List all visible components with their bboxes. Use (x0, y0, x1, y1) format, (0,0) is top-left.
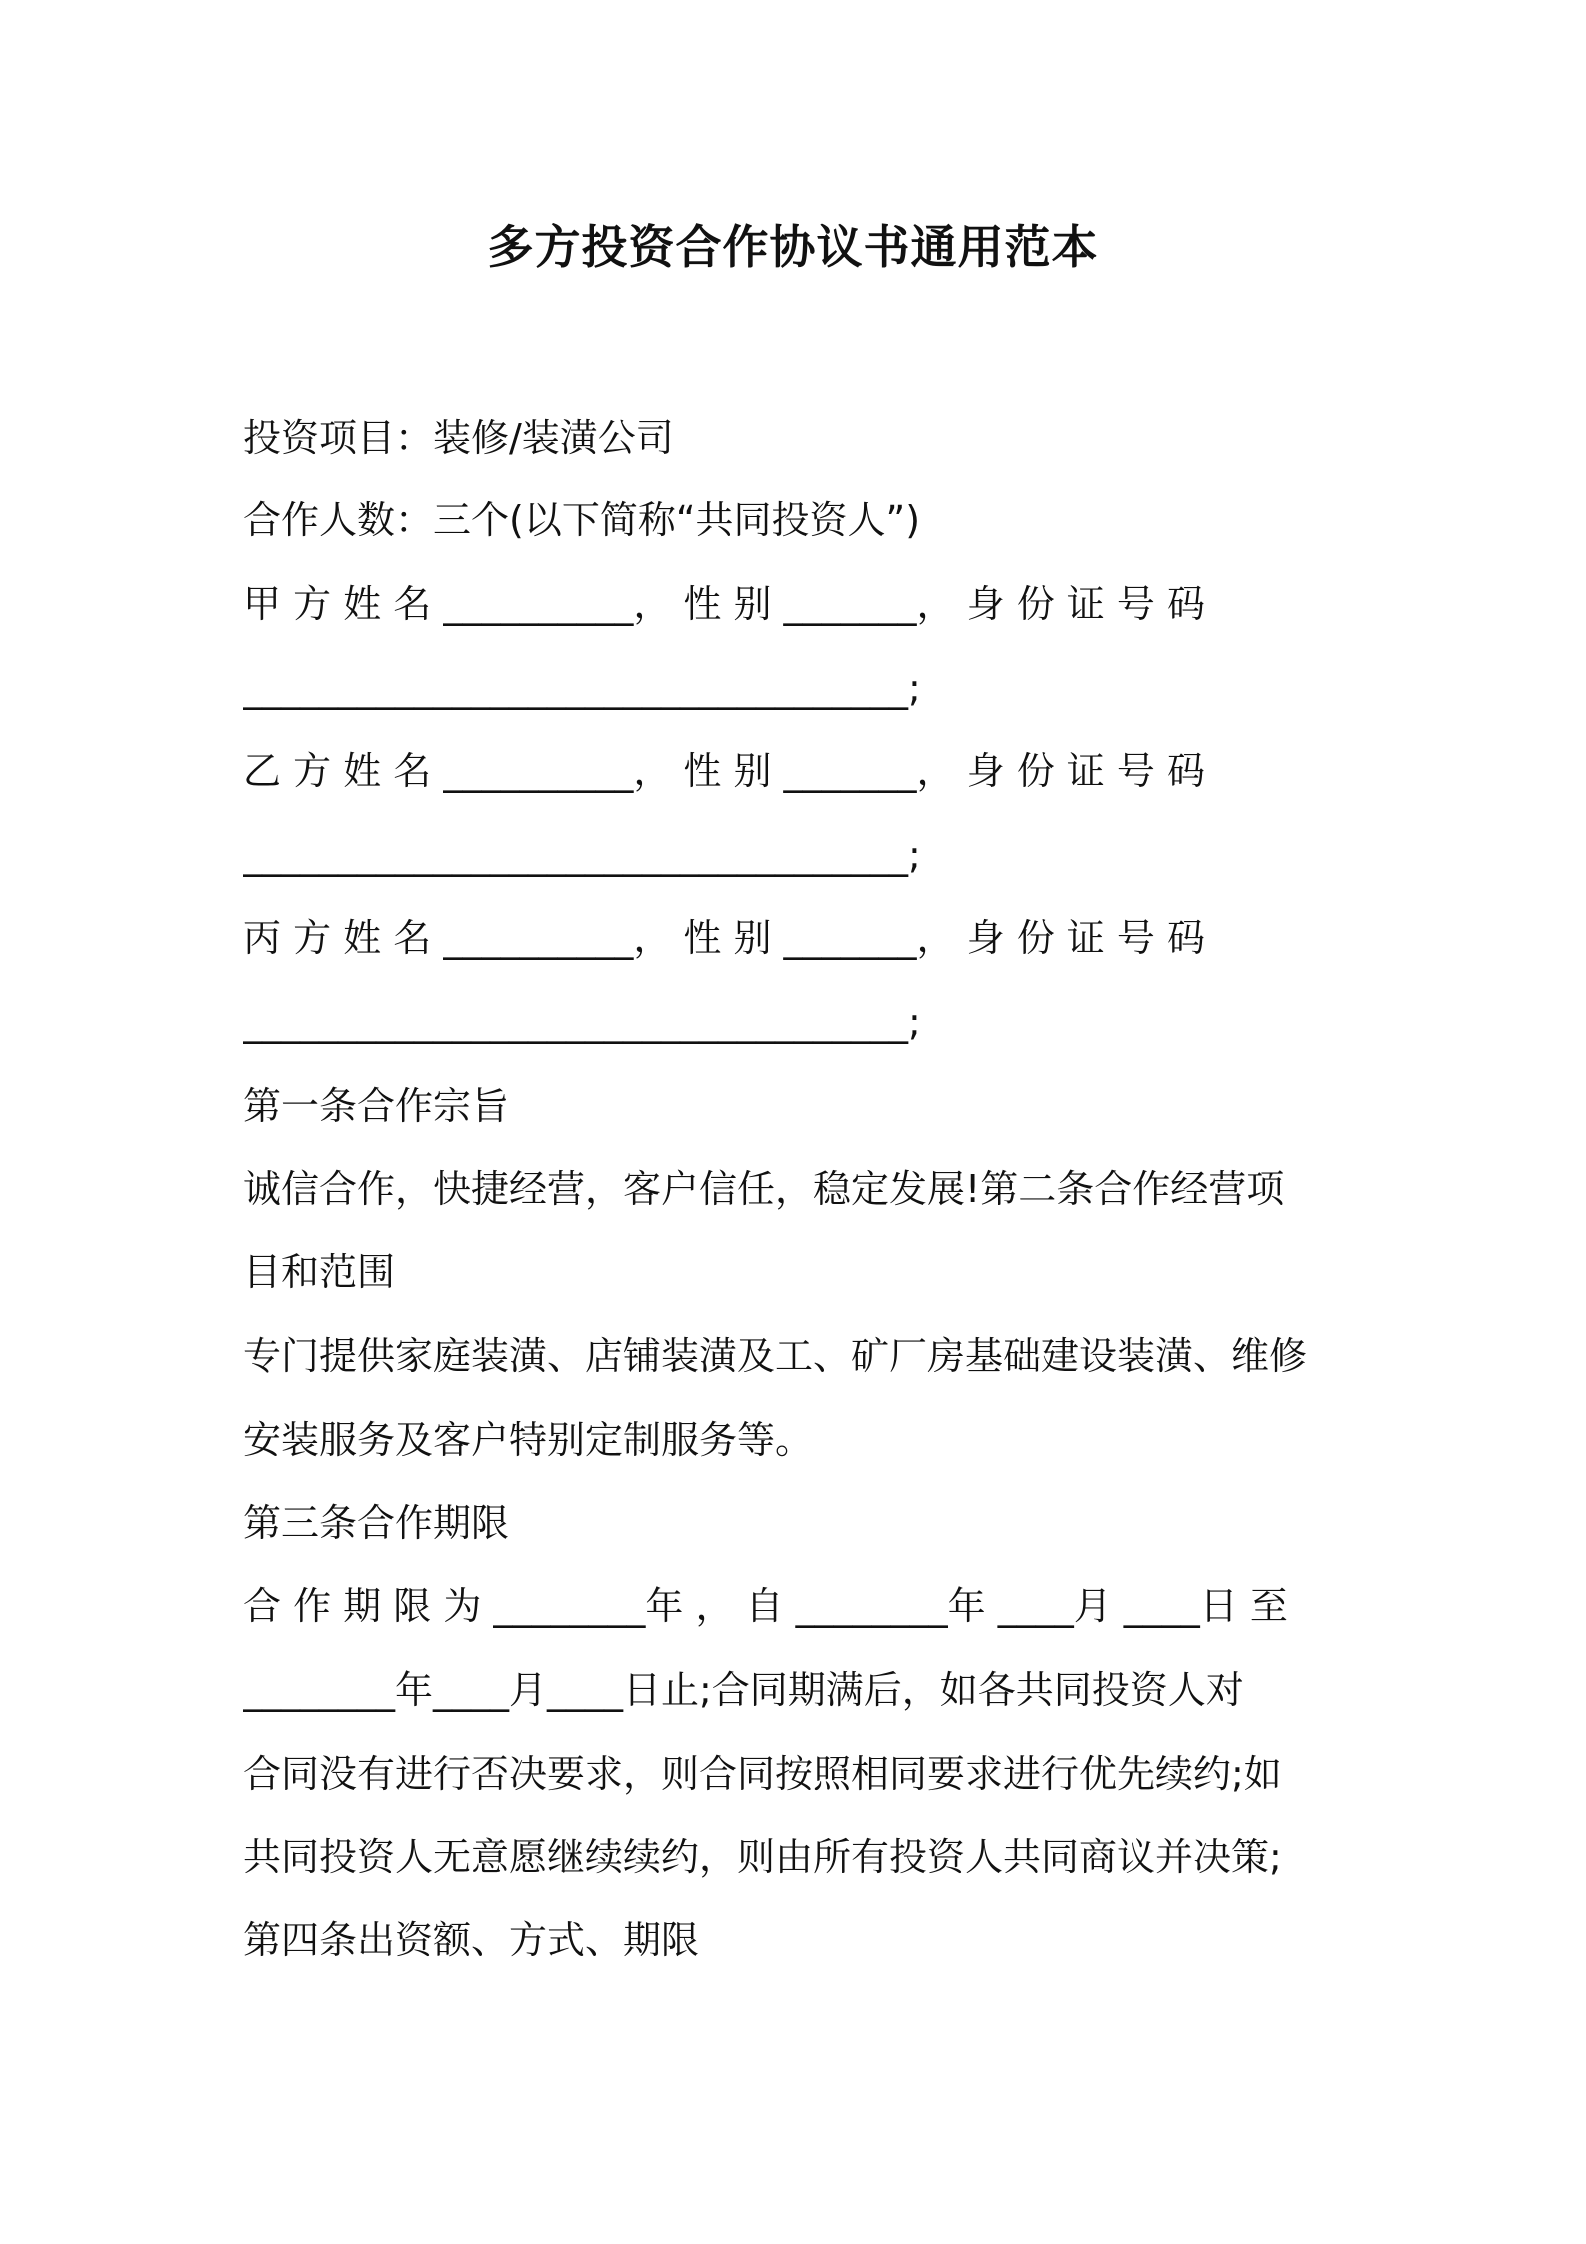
article-3-term-line-1: 合 作 期 限 为 ________年 ， 自 ________年 ____月 ____日 至 (243, 1584, 1288, 1628)
article-2-body-line-1: 专门提供家庭装潢、店铺装潢及工、矿厂房基础建设装潢、维修 (243, 1334, 1308, 1378)
party-c-id-line: ___________________________________; (243, 1000, 921, 1044)
article-3-term-line-2: ________年____月____日止;合同期满后，如各共同投资人对 (243, 1668, 1244, 1712)
article-3-term-line-4: 共同投资人无意愿继续续约，则由所有投资人共同商议并决策; (243, 1835, 1282, 1879)
party-b-name-line: 乙 方 姓 名 __________， 性 别 _______， 身 份 证 号 码 (243, 749, 1205, 793)
article-3-term-line-3: 合同没有进行否决要求，则合同按照相同要求进行优先续约;如 (243, 1752, 1282, 1796)
party-b-id-line: ___________________________________; (243, 833, 921, 877)
investment-project-line: 投资项目：装修/装潢公司 (243, 416, 674, 460)
article-1-heading: 第一条合作宗旨 (243, 1084, 510, 1128)
article-2-heading-continued: 目和范围 (243, 1250, 396, 1294)
article-3-heading: 第三条合作期限 (243, 1501, 510, 1545)
partner-count-line: 合作人数：三个(以下简称“共同投资人”) (243, 498, 921, 542)
article-4-heading: 第四条出资额、方式、期限 (243, 1918, 700, 1962)
party-a-id-line: ___________________________________; (243, 666, 921, 710)
article-2-body-line-2: 安装服务及客户特别定制服务等。 (243, 1418, 814, 1462)
article-1-body: 诚信合作，快捷经营，客户信任，稳定发展!第二条合作经营项 (243, 1167, 1285, 1211)
document-title: 多方投资合作协议书通用范本 (487, 220, 1099, 274)
party-c-name-line: 丙 方 姓 名 __________， 性 别 _______， 身 份 证 号 码 (243, 916, 1205, 960)
party-a-name-line: 甲 方 姓 名 __________， 性 别 _______， 身 份 证 号 码 (243, 582, 1205, 626)
